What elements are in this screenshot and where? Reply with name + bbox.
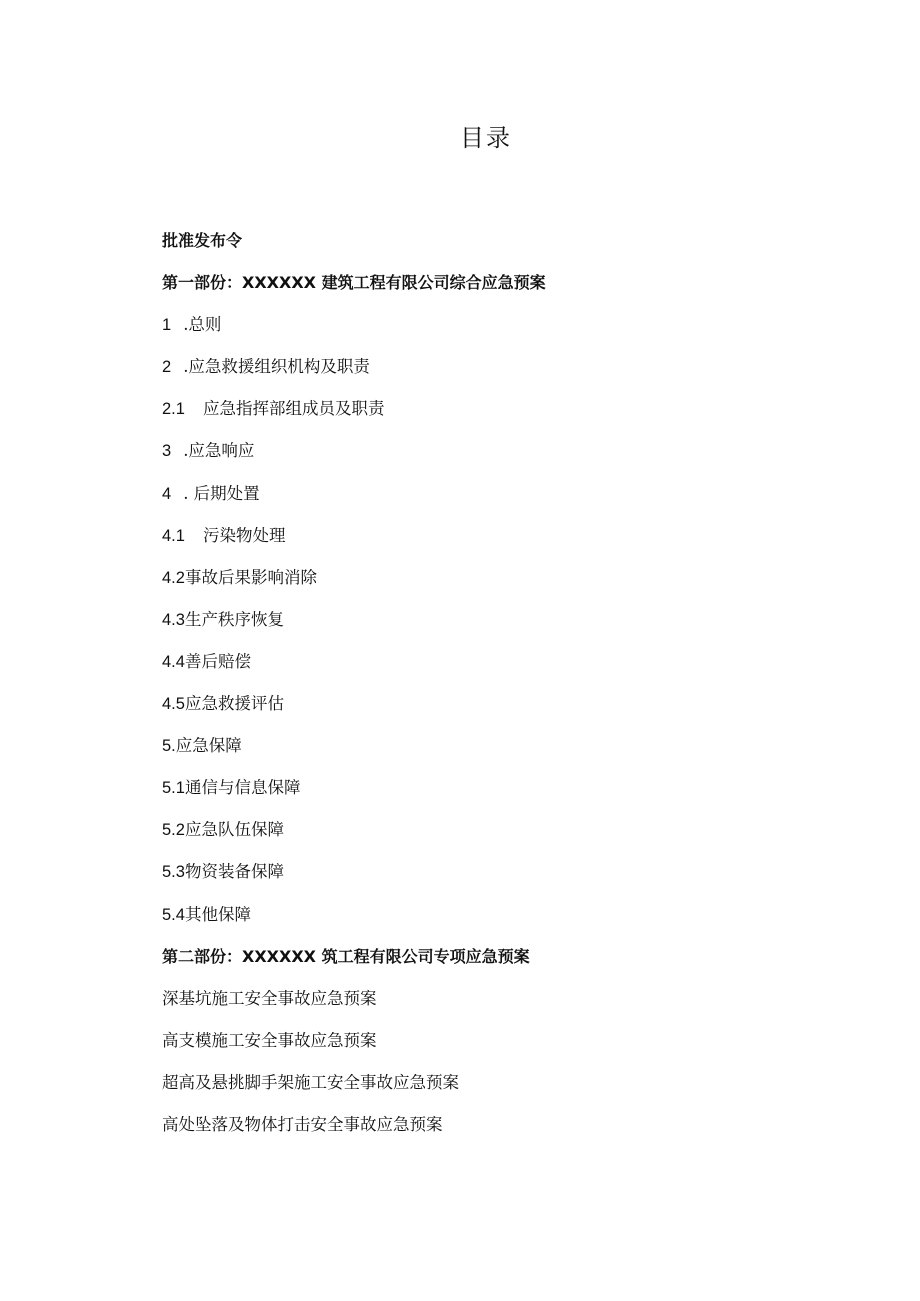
toc-item	[162, 312, 862, 354]
toc-item	[162, 270, 862, 312]
toc-item	[162, 481, 862, 523]
toc-item-text: 物资装备保障	[184, 862, 284, 882]
toc-item-text: 第二部份：XXXXXX 筑工程有限公司专项应急预案	[162, 946, 530, 966]
table-of-contents	[162, 228, 862, 1154]
toc-item	[162, 691, 862, 733]
toc-item-text: 应急指挥部组成员及职责	[202, 399, 385, 419]
toc-item	[162, 438, 862, 480]
toc-item-number: 4.4	[162, 652, 185, 671]
toc-item-number: 4.3	[162, 610, 185, 629]
toc-item-text: .总则	[183, 315, 222, 335]
toc-item	[162, 817, 862, 859]
toc-item-number: 5.	[162, 737, 176, 756]
toc-item-number: 4.1	[162, 526, 185, 545]
toc-item-text: 污染物处理	[202, 525, 286, 545]
toc-item-text: 善后赔偿	[184, 651, 251, 671]
toc-item-number: 2.1	[162, 400, 185, 419]
toc-item-text: 高支模施工安全事故应急预案	[162, 1030, 377, 1050]
toc-item-text: 生产秩序恢复	[184, 609, 284, 629]
toc-item-number: 5.1	[162, 779, 185, 798]
toc-item-number: 1	[162, 316, 172, 335]
toc-item-number: 4.5	[162, 695, 185, 714]
toc-item	[162, 1112, 862, 1154]
toc-item	[162, 565, 862, 607]
toc-item-text: 批准发布令	[162, 231, 243, 250]
toc-item-text: .应急救援组织机构及职责	[183, 357, 370, 377]
toc-item-text: .应急响应	[183, 441, 255, 461]
toc-item	[162, 228, 862, 270]
toc-item-text: 第一部份：XXXXXX 建筑工程有限公司综合应急预案	[162, 273, 546, 293]
toc-item-number: 3	[162, 442, 172, 461]
toc-item-text: . 后期处置	[183, 483, 260, 503]
toc-item	[162, 607, 862, 649]
toc-item-text: 高处坠落及物体打击安全事故应急预案	[162, 1114, 443, 1134]
toc-item-text: 应急保障	[175, 736, 242, 756]
toc-item-number: 5.3	[162, 863, 185, 882]
toc-item-text: 超高及悬挑脚手架施工安全事故应急预案	[162, 1072, 459, 1092]
toc-item-number: 4.2	[162, 568, 185, 587]
toc-item	[162, 902, 862, 944]
toc-item-number: 5.4	[162, 905, 185, 924]
toc-item-text: 其他保障	[184, 904, 251, 924]
toc-item-text: 深基坑施工安全事故应急预案	[162, 988, 377, 1008]
toc-item	[162, 1028, 862, 1070]
toc-item	[162, 859, 862, 901]
toc-item-text: 应急队伍保障	[184, 820, 284, 840]
toc-item-number: 5.2	[162, 821, 185, 840]
toc-item-text: 通信与信息保障	[184, 778, 301, 798]
toc-item	[162, 1070, 862, 1112]
toc-item	[162, 649, 862, 691]
toc-item	[162, 733, 862, 775]
toc-item	[162, 354, 862, 396]
toc-item	[162, 944, 862, 986]
toc-item-text: 事故后果影响消除	[184, 567, 317, 587]
toc-item	[162, 986, 862, 1028]
toc-item-text: 应急救援评估	[184, 694, 284, 714]
toc-item	[162, 396, 862, 438]
page-title: 目录	[460, 124, 512, 152]
toc-item	[162, 523, 862, 565]
toc-item	[162, 775, 862, 817]
toc-item-number: 4	[162, 484, 172, 503]
toc-item-number: 2	[162, 358, 172, 377]
